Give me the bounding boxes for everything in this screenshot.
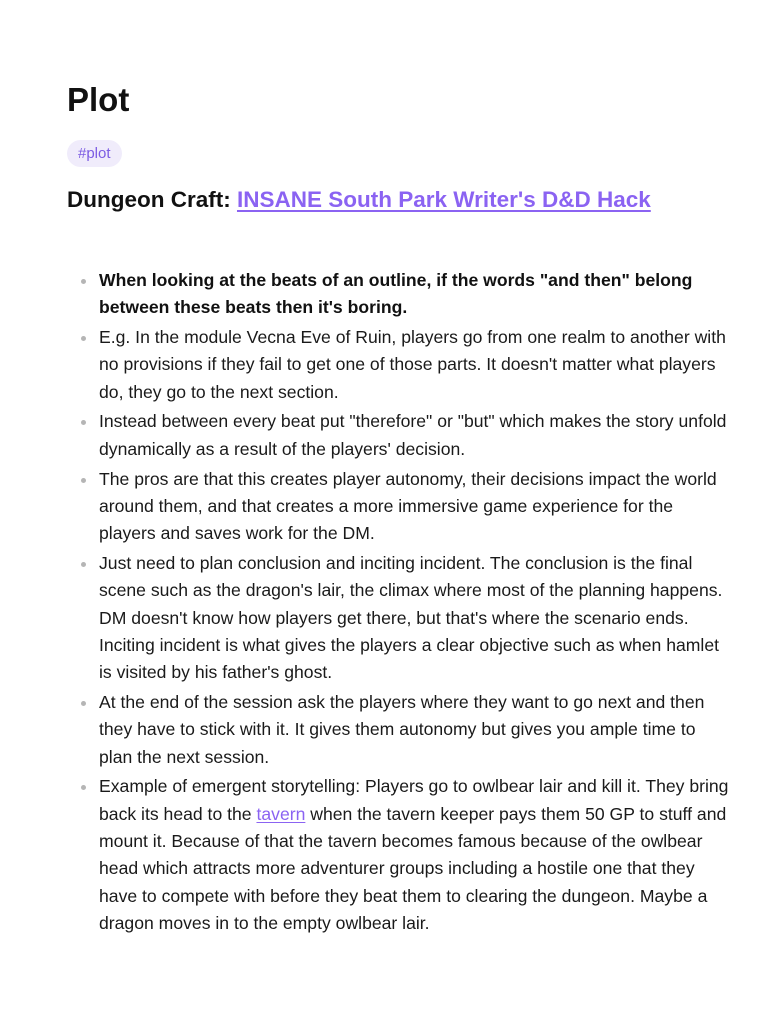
heading-prefix: Dungeon Craft: [67,187,237,212]
list-item: Instead between every beat put "therefore" or "but" which makes the story unfold dynamically as a result of the players' decision. [99,408,733,463]
notes-list [67,267,733,940]
list-item: E.g. In the module Vecna Eve of Ruin, players go from one realm to another with no provisions if they fail to get one of those parts. It doesn't matter what players do, they go to the next section. [99,324,733,406]
page-title: Plot [67,81,130,118]
list-item-text-before-link: Example of emergent storytelling: Players go to owlbear lair and kill it. They bring back its head to the [99,776,729,824]
list-item: At the end of the session ask the players where they want to go next and then they have to stick with it. It gives them autonomy but gives you ample time to plan the next session. [99,689,733,771]
heading-video-link[interactable]: INSANE South Park Writer's D&D Hack [236,187,651,212]
list-item-text-after-link: when the tavern keeper pays them 50 GP to stuff and mount it. Because of that the tavern becomes famous because of the owlbear head which attracts more adventurer groups including a hostile one that they have to compete with before they beat them to clearing the dungeon. Maybe a dragon moves in to the empty owlbear lair. [99,803,727,933]
tag-plot[interactable]: #plot [67,140,122,167]
list-item: When looking at the beats of an outline, if the words "and then" belong between these beats then it's boring. [99,267,733,322]
list-item: Just need to plan conclusion and inciting incident. The conclusion is the final scene such as the dragon's lair, the climax where most of the planning happens. DM doesn't know how players get there, but that's where the scenario ends. Inciting incident is what gives the players a clear objective such as when hamlet is visited by his father's ghost. [99,550,733,686]
section-heading [67,184,687,216]
tavern-link[interactable]: tavern [256,803,306,824]
list-item: The pros are that this creates player autonomy, their decisions impact the world around them, and that creates a more immersive game experience for the players and saves work for the DM. [99,466,733,548]
list-item-emergent-storytelling [99,773,733,937]
